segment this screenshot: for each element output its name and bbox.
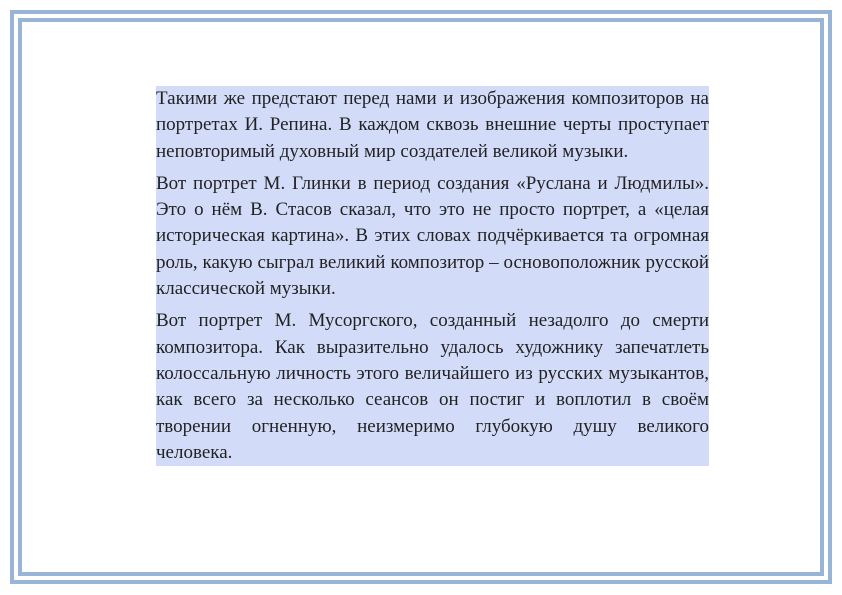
paragraph-mussorgsky-portrait: Вот портрет М. Мусоргского, созданный незадолго до смерти композитора. Как выразительно удалось художнику запечатлеть колоссальную личность этого величайшего из русских музыкантов, как всего за несколько сеансов он постиг и воплотил в своём творении огненную, неизмеримо глубокую душу великого человека. — [156, 310, 709, 463]
paragraph-repin-portraits: Такими же предстают перед нами и изображения композиторов на портретах И. Репина. В каждом сквозь внешние черты проступает неповторимый духовный мир создателей великой музыки. — [156, 88, 709, 162]
highlighted-text-block — [156, 86, 709, 466]
paragraph-glinka-portrait: Вот портрет М. Глинки в период создания «Руслана и Людмилы». Это о нём В. Стасов сказал, что это не просто портрет, а «целая историческая картина». В этих словах подчёркивается та огромная роль, какую сыграл великий композитор – основоположник русской классической музыки. — [156, 172, 709, 300]
